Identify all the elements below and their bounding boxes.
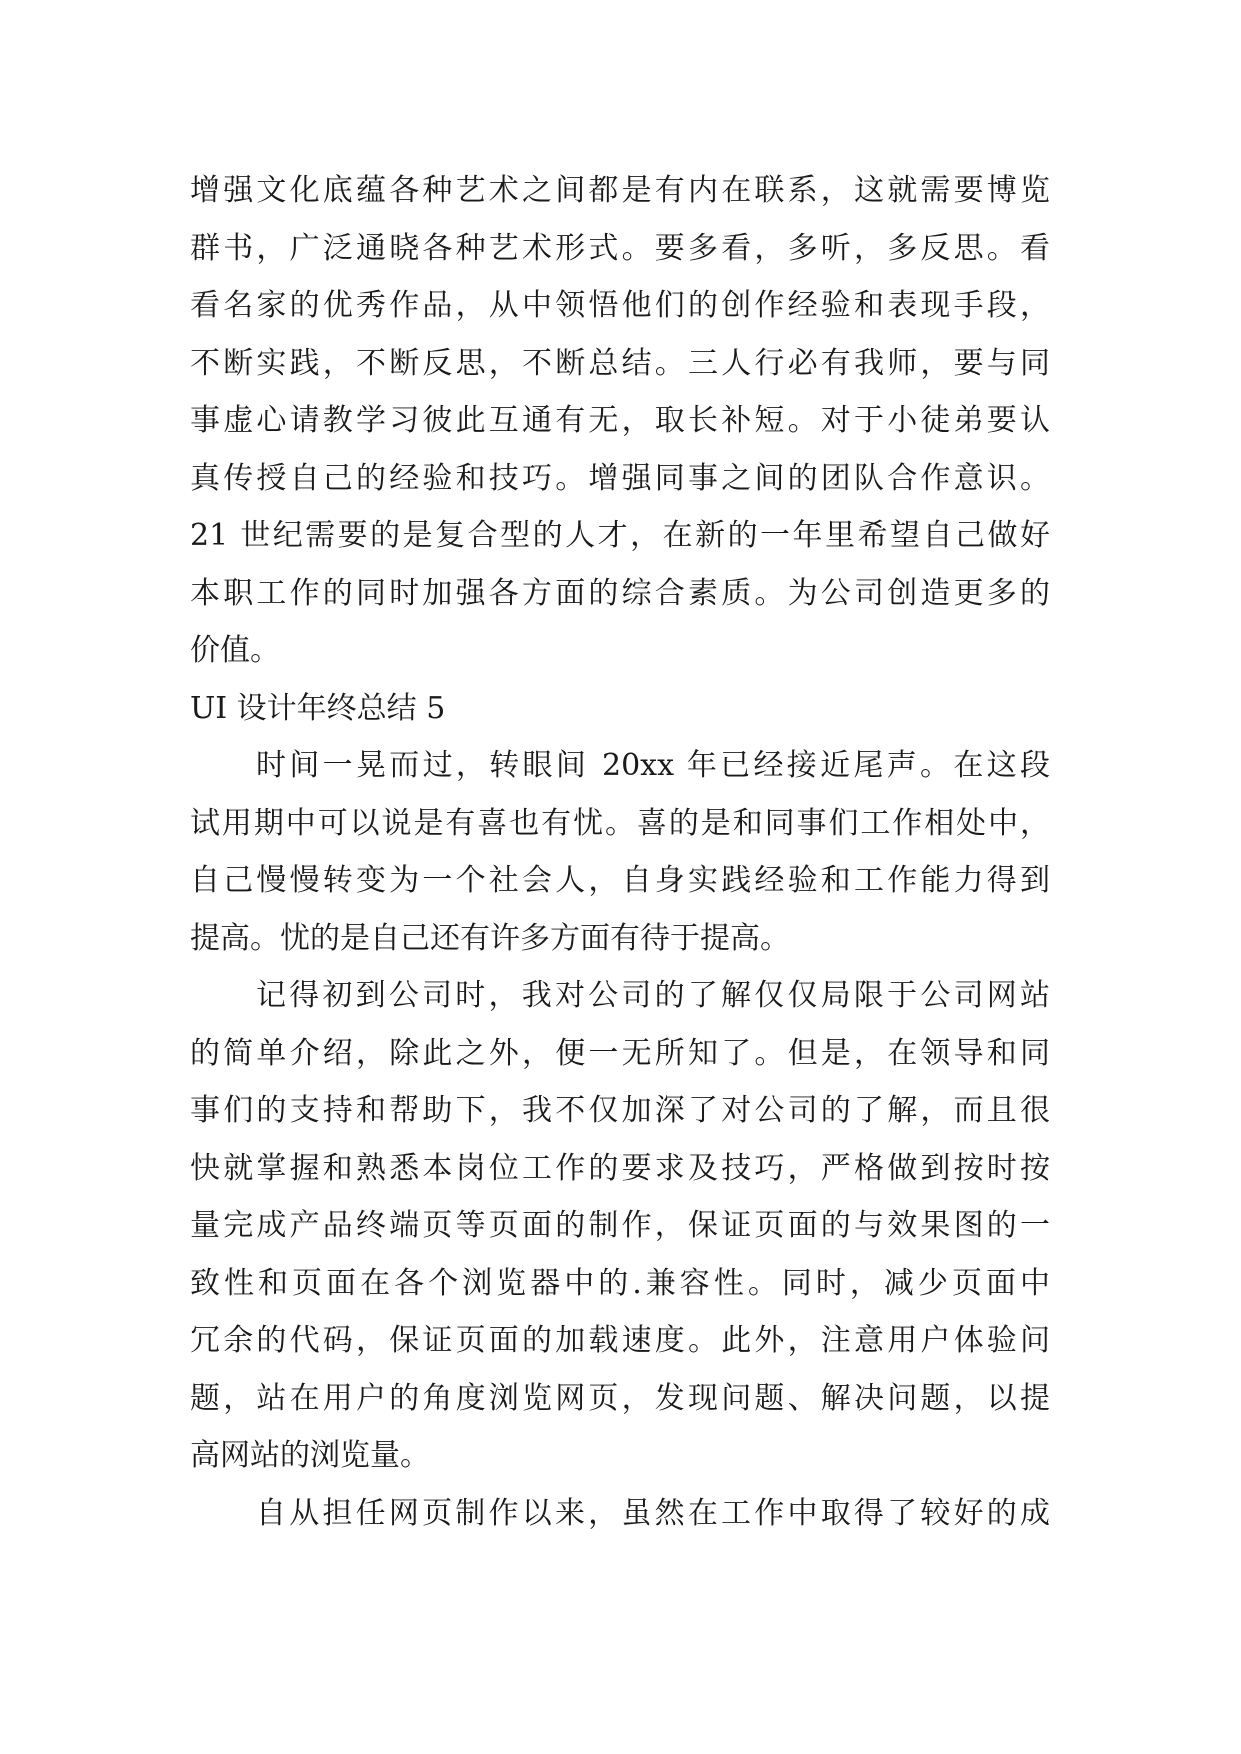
- paragraph-intro: [190, 737, 1050, 967]
- text-line: 量完成产品终端页等页面的制作，保证页面的与效果图的一: [190, 1208, 1050, 1243]
- text-line: 看名家的优秀作品，从中领悟他们的创作经验和表现手段，: [190, 288, 1050, 323]
- text-line: 价值。: [190, 633, 280, 668]
- text-line: 试用期中可以说是有喜也有忧。喜的是和同事们工作相处中，: [190, 805, 1050, 841]
- text-line: 21 世纪需要的是复合型的人才，在新的一年里希望自己做好: [190, 518, 1050, 553]
- text-line: 冗余的代码，保证页面的加载速度。此外，注意用户体验问: [190, 1323, 1050, 1358]
- text-line: 自从担任网页制作以来，虽然在工作中取得了较好的成: [256, 1495, 1050, 1531]
- text-line: 快就掌握和熟悉本岗位工作的要求及技巧，严格做到按时按: [190, 1150, 1050, 1186]
- section-heading: UI 设计年终总结 5: [190, 690, 446, 726]
- text-line: 本职工作的同时加强各方面的综合素质。为公司创造更多的: [190, 575, 1050, 611]
- text-line: 不断实践，不断反思，不断总结。三人行必有我师，要与同: [190, 345, 1050, 381]
- paragraph-since: [190, 1485, 1050, 1543]
- paragraph-culture: [190, 162, 1050, 680]
- text-line: 致性和页面在各个浏览器中的.兼容性。同时，减少页面中: [190, 1265, 1050, 1301]
- text-line: 题，站在用户的角度浏览网页，发现问题、解决问题，以提: [190, 1380, 1050, 1416]
- text-line: 自己慢慢转变为一个社会人，自身实践经验和工作能力得到: [190, 863, 1050, 898]
- text-line: 的简单介绍，除此之外，便一无所知了。但是，在领导和同: [190, 1035, 1050, 1071]
- text-line: 提高。忧的是自己还有许多方面有待于提高。: [190, 920, 790, 956]
- paragraph-experience: [190, 967, 1050, 1485]
- text-line: 记得初到公司时，我对公司的了解仅仅局限于公司网站: [256, 978, 1050, 1013]
- text-line: 真传授自己的经验和技巧。增强同事之间的团队合作意识。: [190, 460, 1050, 496]
- text-line: 事们的支持和帮助下，我不仅加深了对公司的了解，而且很: [190, 1093, 1050, 1128]
- document-body: [190, 162, 1050, 1542]
- text-line: 时间一晃而过，转眼间 20xx 年已经接近尾声。在这段: [256, 748, 1050, 783]
- text-line: 事虚心请教学习彼此互通有无，取长补短。对于小徒弟要认: [190, 403, 1050, 438]
- text-line: 高网站的浏览量。: [190, 1438, 430, 1473]
- text-line: 增强文化底蕴各种艺术之间都是有内在联系，这就需要博览: [190, 173, 1050, 208]
- text-line: 群书，广泛通晓各种艺术形式。要多看，多听，多反思。看: [190, 230, 1050, 266]
